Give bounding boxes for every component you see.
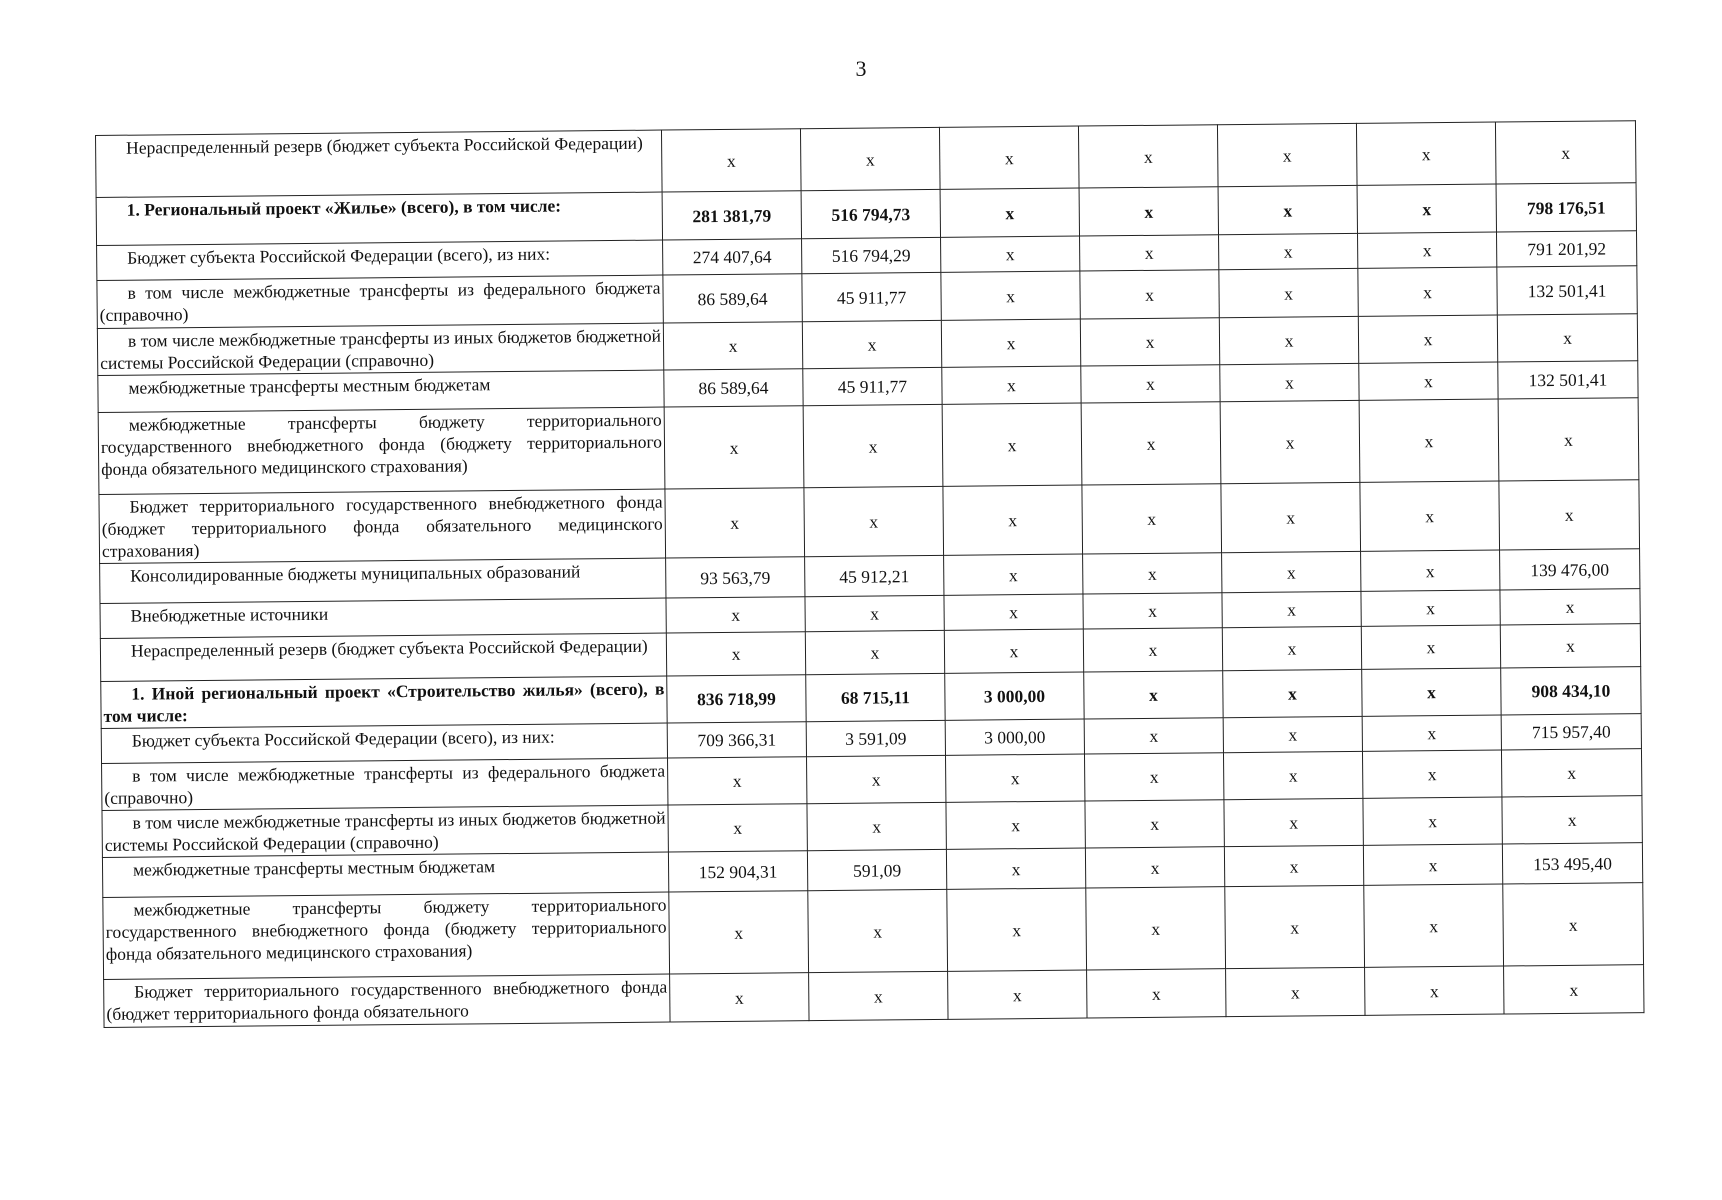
value-cell: x: [1500, 624, 1640, 668]
value-cell: x: [942, 366, 1081, 404]
value-cell: x: [1498, 398, 1639, 481]
value-cell: x: [666, 597, 805, 633]
table-row: [98, 398, 1639, 495]
row-label: Бюджет территориального государственного внебюджетного фонда (бюджет территориального фонда обязательного медицинского страхования): [99, 489, 666, 563]
value-cell: x: [946, 848, 1085, 889]
value-cell: x: [1080, 318, 1219, 366]
value-cell: x: [941, 236, 1080, 272]
value-cell: 709 366,31: [667, 722, 806, 758]
value-cell: x: [666, 632, 805, 676]
value-cell: 68 715,11: [806, 673, 945, 721]
value-cell: x: [1080, 270, 1219, 319]
value-cell: x: [1500, 589, 1640, 625]
value-cell: x: [1358, 267, 1497, 316]
value-cell: x: [661, 129, 801, 192]
value-cell: x: [1084, 718, 1223, 754]
value-cell: 93 563,79: [666, 557, 805, 598]
value-cell: x: [1358, 232, 1497, 268]
row-label: в том числе межбюджетные трансферты из федерального бюджета (справочно): [97, 275, 663, 328]
value-cell: x: [942, 403, 1082, 486]
value-cell: x: [947, 888, 1087, 971]
value-cell: 3 000,00: [945, 719, 1084, 755]
row-label: Консолидированные бюджеты муниципальных образований: [100, 558, 666, 603]
value-cell: x: [1085, 847, 1224, 888]
value-cell: x: [809, 971, 948, 1020]
value-cell: 281 381,79: [662, 191, 801, 240]
value-cell: x: [1362, 668, 1501, 716]
value-cell: x: [1358, 315, 1497, 363]
row-label: Бюджет субъекта Российской Федерации (всего), из них:: [101, 723, 667, 763]
table-row: [103, 883, 1644, 980]
value-cell: x: [1086, 887, 1226, 970]
value-cell: x: [948, 970, 1087, 1019]
value-cell: x: [1497, 314, 1637, 362]
row-label: 1. Региональный проект «Жилье» (всего), в том числе:: [96, 192, 662, 245]
value-cell: x: [1081, 365, 1220, 403]
value-cell: x: [670, 973, 809, 1022]
value-cell: x: [668, 757, 807, 805]
value-cell: x: [1363, 844, 1502, 885]
value-cell: x: [1495, 121, 1636, 184]
value-cell: x: [1219, 268, 1358, 317]
value-cell: x: [943, 485, 1083, 555]
value-cell: x: [1226, 967, 1365, 1016]
page-number: 3: [855, 56, 867, 81]
row-label: межбюджетные трансферты бюджету территориального государственного внебюджетного фонда (бюджету территориального фонда обязательного медицинского страхования): [98, 407, 665, 494]
value-cell: x: [808, 889, 948, 972]
value-cell: x: [1224, 845, 1363, 886]
value-cell: 3 591,09: [806, 720, 945, 756]
value-cell: x: [664, 406, 804, 489]
value-cell: x: [941, 319, 1080, 367]
row-label: Бюджет территориального государственного внебюджетного фонда (бюджет территориального фонда обязательного: [104, 974, 670, 1027]
value-cell: x: [941, 271, 1080, 320]
value-cell: x: [669, 891, 809, 974]
value-cell: x: [1082, 484, 1222, 554]
value-cell: x: [1364, 884, 1504, 967]
value-cell: x: [804, 486, 944, 556]
row-label: межбюджетные трансферты местным бюджетам: [102, 852, 668, 897]
value-cell: x: [668, 804, 807, 852]
row-label: Внебюджетные источники: [100, 598, 666, 638]
value-cell: x: [807, 802, 946, 850]
value-cell: 516 794,29: [802, 237, 941, 273]
value-cell: 132 501,41: [1497, 266, 1637, 315]
value-cell: x: [1220, 363, 1359, 401]
value-cell: x: [665, 488, 805, 558]
value-cell: 591,09: [807, 849, 946, 890]
value-cell: 516 794,73: [801, 189, 940, 238]
value-cell: x: [944, 594, 1083, 630]
value-cell: 715 957,40: [1501, 714, 1641, 750]
row-label: межбюджетные трансферты бюджету территориального государственного внебюджетного фонда (бюджету территориального фонда обязательного медицинского страхования): [103, 892, 670, 979]
value-cell: 86 589,64: [663, 274, 802, 323]
row-label: в том числе межбюджетные трансферты из федерального бюджета (справочно): [102, 758, 668, 810]
value-cell: x: [1219, 233, 1358, 269]
value-cell: x: [1085, 800, 1224, 848]
value-cell: x: [663, 322, 802, 370]
value-cell: 798 176,51: [1496, 183, 1636, 232]
value-cell: x: [803, 404, 943, 487]
value-cell: x: [945, 754, 1084, 802]
value-cell: x: [1223, 751, 1362, 799]
value-cell: x: [1359, 399, 1499, 482]
row-label: Нераспределенный резерв (бюджет субъекта Российской Федерации): [96, 130, 663, 197]
value-cell: 153 495,40: [1502, 843, 1642, 884]
value-cell: 791 201,92: [1496, 231, 1636, 267]
value-cell: 86 589,64: [664, 369, 803, 407]
value-cell: x: [940, 188, 1079, 237]
value-cell: x: [802, 320, 941, 368]
value-cell: x: [1079, 187, 1218, 236]
row-label: Бюджет субъекта Российской Федерации (всего), из них:: [97, 240, 663, 280]
value-cell: x: [1220, 400, 1360, 483]
value-cell: x: [1078, 125, 1218, 188]
value-cell: x: [1361, 550, 1500, 591]
value-cell: x: [1362, 715, 1501, 751]
value-cell: 45 911,77: [803, 367, 942, 405]
value-cell: x: [1504, 965, 1644, 1014]
value-cell: x: [1361, 625, 1500, 669]
value-cell: x: [1365, 966, 1504, 1015]
value-cell: x: [1087, 969, 1226, 1018]
value-cell: x: [1225, 885, 1365, 968]
value-cell: x: [1222, 591, 1361, 627]
value-cell: x: [1359, 362, 1498, 400]
value-cell: 139 476,00: [1500, 549, 1640, 590]
row-label: в том числе межбюджетные трансферты из иных бюджетов бюджетной системы Российской Федерации (справочно): [97, 323, 663, 375]
row-label: в том числе межбюджетные трансферты из иных бюджетов бюджетной системы Российской Федерации (справочно): [102, 805, 668, 857]
value-cell: x: [1362, 750, 1501, 798]
value-cell: 908 434,10: [1501, 667, 1641, 715]
value-cell: x: [1219, 316, 1358, 364]
value-cell: x: [1083, 553, 1222, 594]
value-cell: x: [1218, 185, 1357, 234]
value-cell: x: [1501, 749, 1641, 797]
value-cell: x: [1363, 797, 1502, 845]
value-cell: x: [946, 801, 1085, 849]
value-cell: x: [939, 126, 1079, 189]
value-cell: x: [1083, 593, 1222, 629]
value-cell: x: [1502, 796, 1642, 844]
value-cell: x: [1361, 590, 1500, 626]
value-cell: x: [1084, 753, 1223, 801]
value-cell: 45 912,21: [805, 555, 944, 596]
value-cell: x: [944, 629, 1083, 673]
value-cell: x: [1222, 626, 1361, 670]
value-cell: x: [1223, 669, 1362, 717]
value-cell: x: [1084, 671, 1223, 719]
value-cell: x: [1081, 402, 1221, 485]
value-cell: x: [1221, 482, 1361, 552]
value-cell: x: [1083, 628, 1222, 672]
row-label: 1. Иной региональный проект «Строительство жилья» (всего), в том числе:: [101, 676, 667, 728]
value-cell: x: [1080, 235, 1219, 271]
value-cell: x: [1222, 551, 1361, 592]
value-cell: x: [944, 554, 1083, 595]
value-cell: x: [1360, 481, 1500, 551]
value-cell: 274 407,64: [663, 239, 802, 275]
value-cell: 152 904,31: [668, 851, 807, 892]
budget-table: [95, 120, 1645, 1028]
value-cell: x: [805, 595, 944, 631]
value-cell: 3 000,00: [945, 672, 1084, 720]
value-cell: x: [1357, 184, 1496, 233]
value-cell: x: [1503, 883, 1644, 966]
value-cell: x: [1217, 123, 1357, 186]
value-cell: x: [1499, 480, 1640, 550]
value-cell: x: [1356, 122, 1496, 185]
row-label: межбюджетные трансферты местным бюджетам: [98, 370, 664, 412]
value-cell: x: [807, 755, 946, 803]
value-cell: x: [1224, 798, 1363, 846]
table-body: [96, 121, 1644, 1028]
value-cell: x: [805, 630, 944, 674]
value-cell: 132 501,41: [1498, 361, 1638, 399]
value-cell: x: [800, 127, 940, 190]
row-label: Нераспределенный резерв (бюджет субъекта Российской Федерации): [100, 633, 666, 681]
value-cell: 836 718,99: [667, 675, 806, 723]
value-cell: x: [1223, 716, 1362, 752]
value-cell: 45 911,77: [802, 272, 941, 321]
